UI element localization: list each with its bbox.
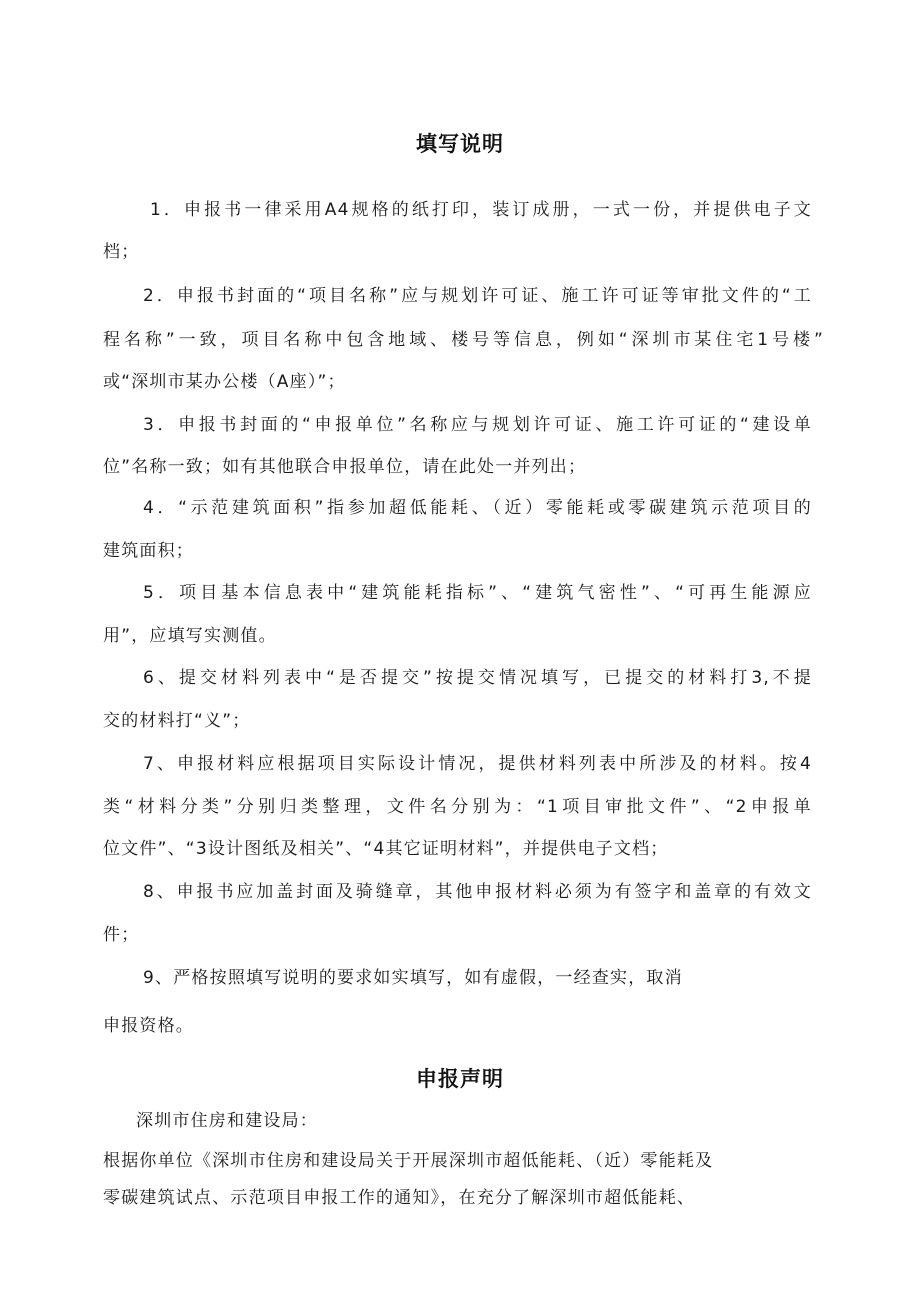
instruction-1-line-1: 1．申报书一律采用A4规格的纸打印，装订成册，一式一份，并提供电子文 [150,200,812,220]
declaration-body-line-2: 零碳建筑试点、示范项目申报工作的通知》，在充分了解深圳市超低能耗、 [103,1188,696,1208]
instruction-3-line-2: 位”名称一致；如有其他联合申报单位，请在此处一并列出； [103,457,587,477]
instruction-6-line-2: 交的材料打“义”； [103,711,251,731]
instruction-1-line-2: 档； [103,242,140,262]
instruction-2-line-3: 或“深圳市某办公楼（A座）”； [103,372,346,392]
declaration-addressee: 深圳市住房和建设局： [136,1111,318,1131]
instructions-title: 填写说明 [416,132,504,156]
instruction-8-line-2: 件； [103,925,140,945]
instruction-4-line-1: 4．“示范建筑面积”指参加超低能耗、（近）零能耗或零碳建筑示范项目的 [143,498,812,518]
declaration-body-line-1: 根据你单位《深圳市住房和建设局关于开展深圳市超低能耗、（近）零能耗及 [103,1151,714,1171]
instruction-7-line-1: 7、申报材料应根据项目实际设计情况，提供材料列表中所涉及的材料。按4 [143,754,812,774]
instruction-7-line-3: 位文件”、“3设计图纸及相关”、“4其它证明材料”，并提供电子文档； [103,839,669,859]
instruction-4-line-2: 建筑面积； [103,541,194,561]
instruction-9-line-1: 9、严格按照填写说明的要求如实填写，如有虚假，一经查实，取消 [143,968,683,988]
instruction-6-line-1: 6、提交材料列表中“是否提交”按提交情况填写，已提交的材料打3,不提 [143,668,812,688]
instruction-5-line-2: 用”，应填写实测值。 [103,626,277,646]
instruction-5-line-1: 5．项目基本信息表中“建筑能耗指标”、“建筑气密性”、“可再生能源应 [143,583,812,603]
instruction-3-line-1: 3．申报书封面的“申报单位”名称应与规划许可证、施工许可证的“建设单 [143,415,812,435]
instruction-9-line-2: 申报资格。 [103,1016,194,1036]
instruction-2-line-2: 程名称”一致，项目名称中包含地域、楼号等信息，例如“深圳市某住宅1号楼” [103,330,824,350]
instruction-8-line-1: 8、申报书应加盖封面及骑缝章，其他申报材料必须为有签字和盖章的有效文 [143,882,812,902]
declaration-title: 申报声明 [416,1067,504,1091]
instruction-2-line-1: 2．申报书封面的“项目名称”应与规划许可证、施工许可证等审批文件的“工 [143,286,812,306]
instruction-7-line-2: 类“材料分类”分别归类整理，文件名分别为：“1项目审批文件”、“2申报单 [103,797,812,817]
